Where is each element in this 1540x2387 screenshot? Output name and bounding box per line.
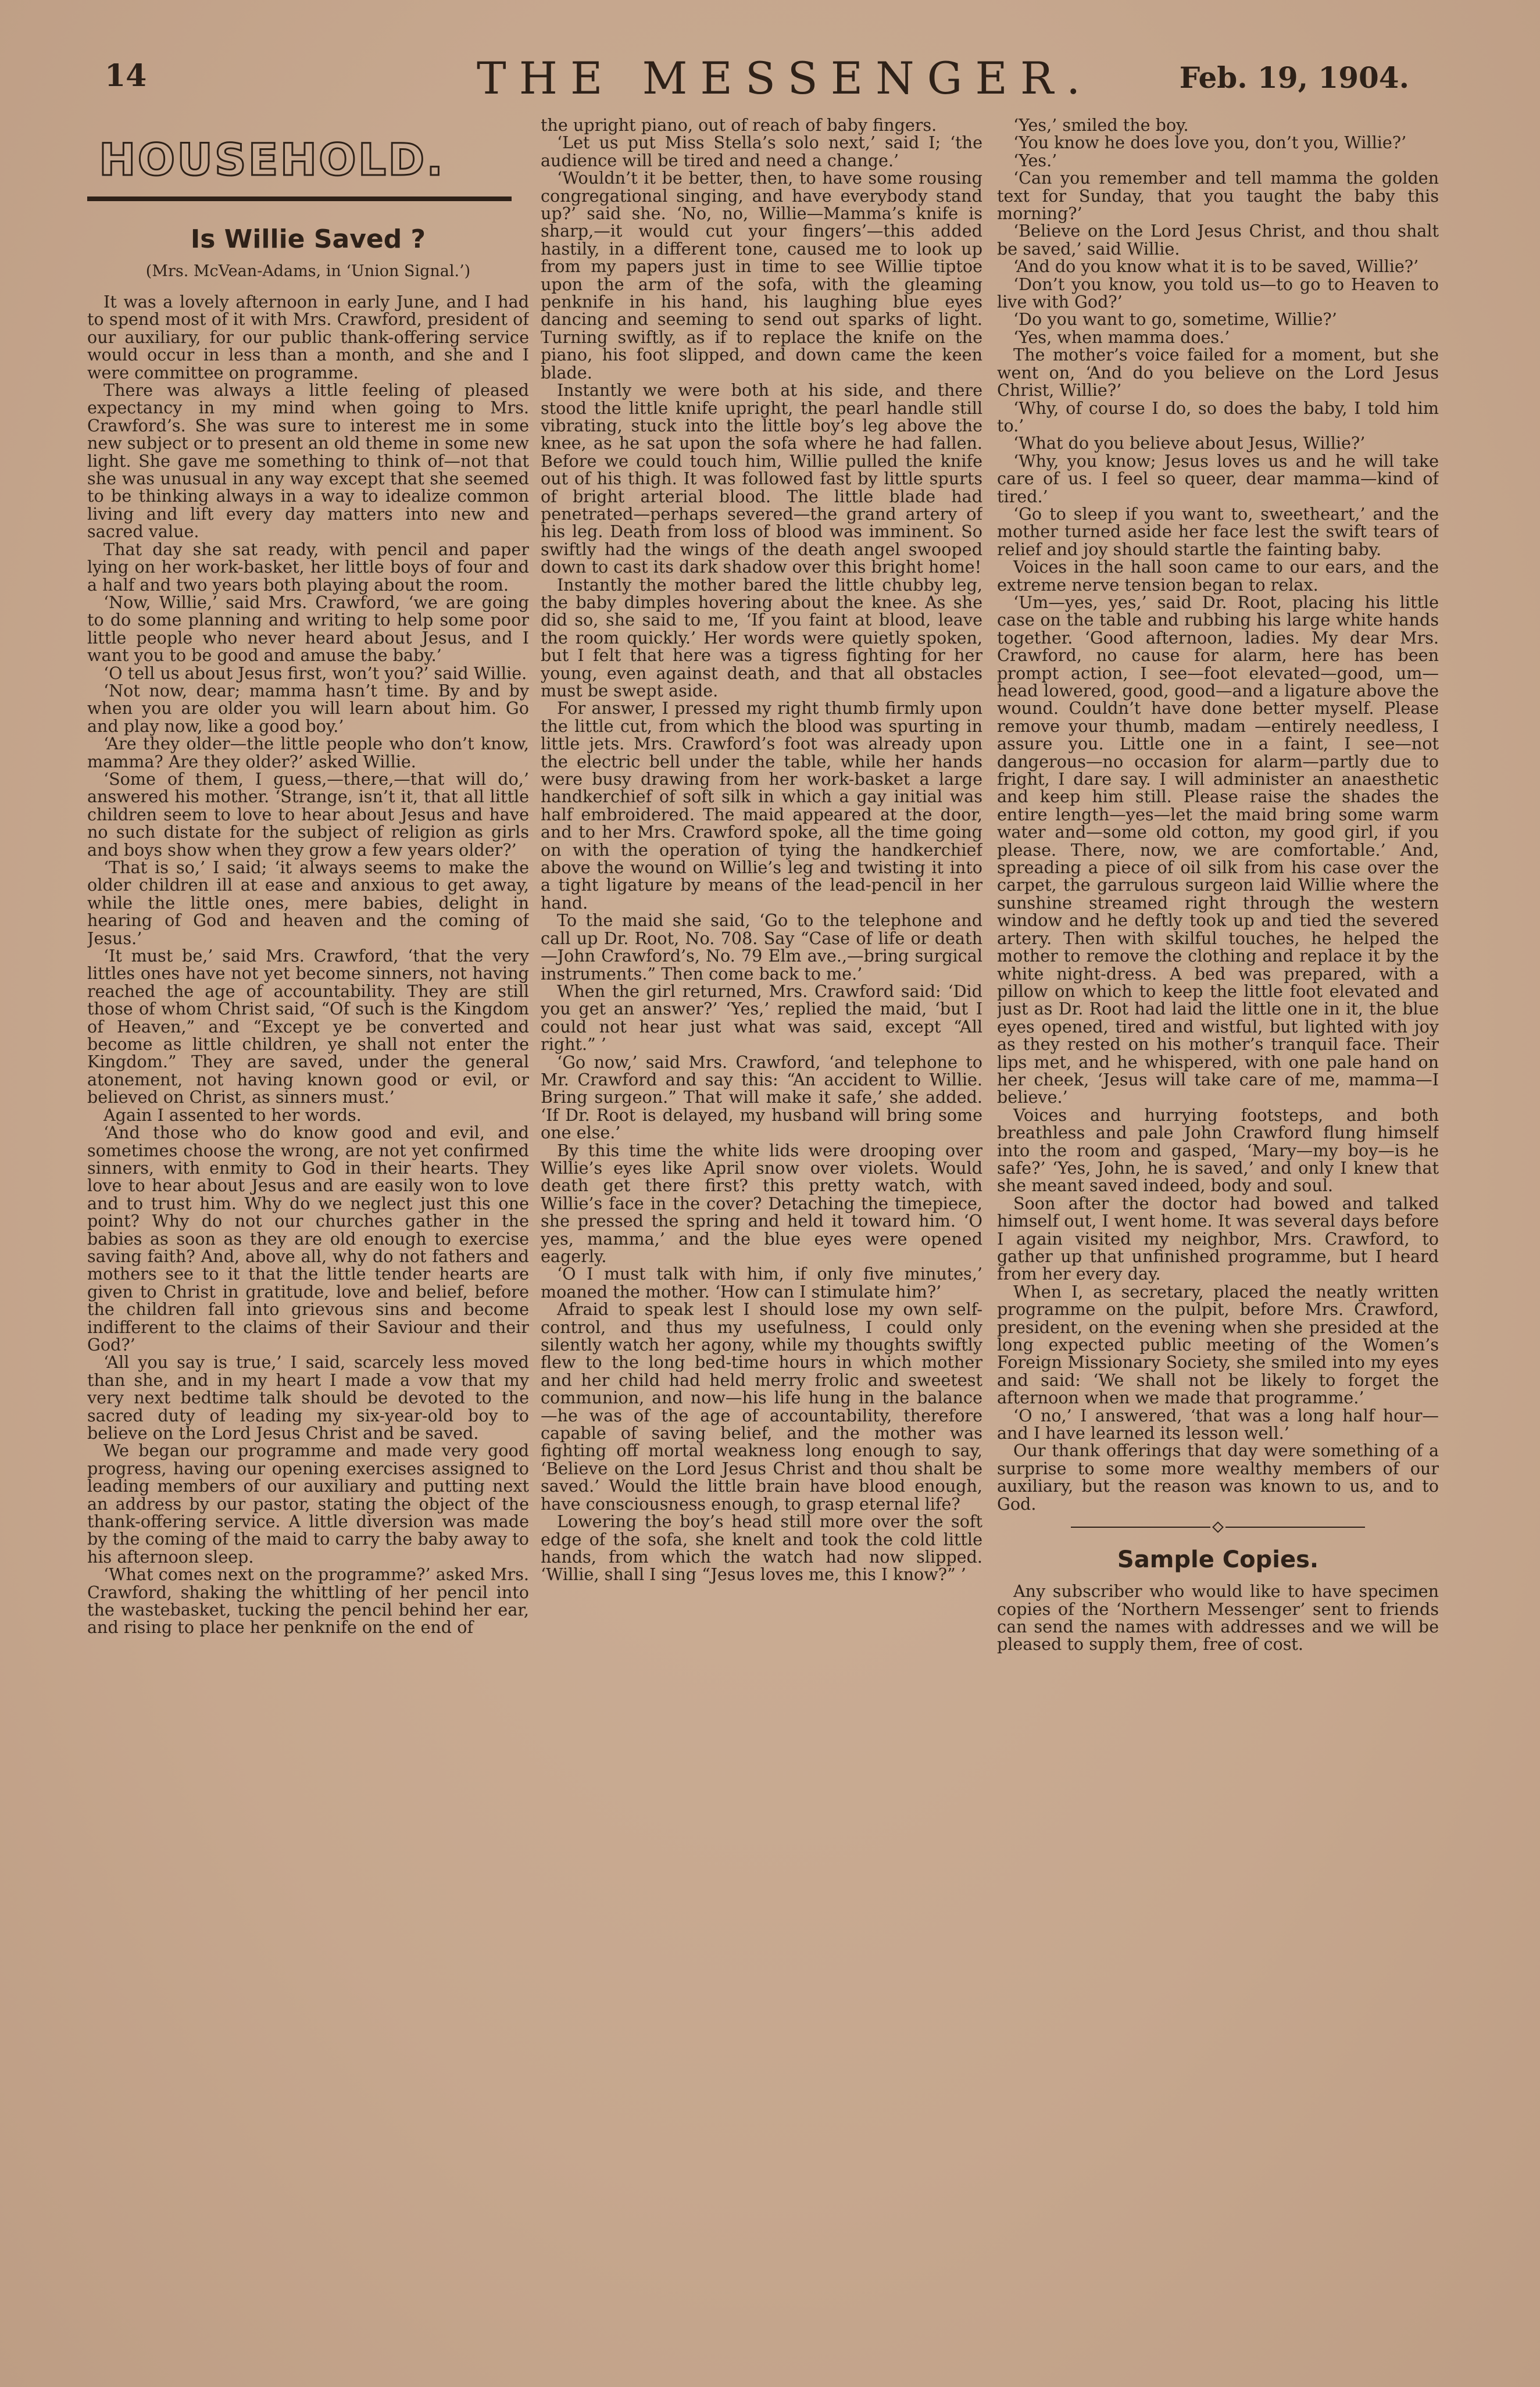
paragraph: ‘Do you want to go, sometime, Willie?’	[1013, 309, 1337, 330]
paragraph: Afraid to speak lest I should lose my own self-control, and thus my usefulness, I could only silently watch her agony, while my thoughts swiftly flew to the long bed-time hours in which mother and her child had held merry frolic and sweetest communion, and now—his life hung in the balance—he was of the age of accountability, therefore capable of saving belief, and the mother was fighting off mortal weakness long enough to say, ‘Believe on the Lord Jesus Christ and thou shalt be saved.’ Would the little brain have blood enough, have consciousness enough, to grasp eternal life?	[541, 1299, 982, 1514]
paragraph: Lowering the boy’s head still more over the soft edge of the sofa, she knelt and took the cold little hands, from which the watch had now slipped. ‘Willie, shall I sing “Jesus loves me, this I know?” ’	[541, 1511, 982, 1585]
column-1-body	[87, 293, 529, 1636]
paragraph: Soon after the doctor had bowed and talked himself out, I went home. It was several days before I again visited my neighbor, Mrs. Crawford, to gather up that unfinished programme, but I heard from her every day.	[997, 1193, 1439, 1284]
paragraph: Our thank offerings that day were something of a surprise to some more wealthy members of our auxiliary, but the reason was known to us, and to God.	[997, 1441, 1439, 1514]
paragraph: There was always a little feeling of pleased expectancy in my mind when going to Mrs. Crawford’s. She was sure to interest me in some new subject or to present an old theme in some new light. She gave me something to think of—not that she was unusual in any way except that she seemed to be thinking always in a way to idealize common living and lift every day matters into new and sacred value.	[87, 380, 529, 542]
sample-copies-text: Any subscriber who would like to have specimen copies of the ‘Northern Messenger’ sent to friends can send the names with addresses and we will be pleased to supply them, free of cost.	[997, 1581, 1439, 1655]
paragraph: ‘Yes.’	[1013, 150, 1057, 170]
paragraph: ‘Can you remember and tell mamma the golden text for Sunday, that you taught the baby this morning?’	[997, 168, 1439, 224]
sample-copies-title: Sample Copies.	[1117, 1546, 1319, 1574]
paragraph: ‘Not now, dear; mamma hasn’t time. By and by when you are older you will learn about him. Go and play now, like a good boy.’	[87, 680, 529, 736]
masthead: THE MESSENGER.	[477, 52, 1094, 104]
paragraph: ‘Go now,’ said Mrs. Crawford, ‘and telephone to Mr. Crawford and say this: “An accident to Willie. Bring surgeon.” That will make it safe,’ she added. ‘If Dr. Root is delayed, my husband will bring some one else.’	[541, 1052, 982, 1143]
paragraph: ‘Some of them, I guess,—there,—that will do,’ answered his mother. ‘Strange, isn’t it, that all little children seem to love to hear about Jesus and have no such distate for the subject of religion as girls and boys show when they grow a few years older?’	[87, 769, 529, 860]
paragraph: ‘And do you know what it is to be saved, Willie?’	[1013, 256, 1419, 277]
paragraph: ‘Don’t you know, you told us—to go to Heaven to live with God?’	[997, 274, 1439, 312]
paragraph: ‘Yes, when mamma does.’	[1013, 327, 1230, 347]
column-3-body	[997, 116, 1439, 1513]
article-title: Is Willie Saved ?	[190, 224, 426, 254]
paragraph: Voices and hurrying footsteps, and both breathless and pale John Crawford flung himself into the room and gasped, ‘Mary—my boy—is he safe?’ ‘Yes, John, he is saved,’ and only I knew that she meant saved indeed, body and soul.	[997, 1105, 1439, 1196]
paragraph: For answer, I pressed my right thumb firmly upon the little cut, from which the blood was spurting in little jets. Mrs. Crawford’s foot was already upon the electric bell under the table, while her hands were busy drawing from her work-basket a large handkerchief of soft silk in which a gay initial was half embroidered. The maid appeared at the door, and to her Mrs. Crawford spoke, all the time going on with the operation of tying the handkerchief above the wound on Willie’s leg and twisting it into a tight ligature by means of the lead-pencil in her hand.	[541, 698, 982, 913]
paragraph: Voices in the hall soon came to our ears, and the extreme nerve tension began to relax.	[997, 557, 1439, 595]
paragraph: That day she sat ready, with pencil and paper lying on her work-basket, her little boys of four and a half and two years both playing about the room.	[87, 539, 529, 595]
article-byline: (Mrs. McVean-Adams, in ‘Union Signal.’)	[145, 262, 471, 280]
paragraph: ‘That is so,’ I said; ‘it always seems to make the older children ill at ease and anxious to get away, while the little ones, mere babies, delight in hearing of God and heaven and the coming of Jesus.’	[87, 857, 529, 948]
paragraph: ‘O no,’ I answered, ‘that was a long half hour—and I have learned its lesson well.’	[997, 1405, 1439, 1443]
paragraph: ‘It must be,’ said Mrs. Crawford, ‘that the very littles ones have not yet become sinners, not having reached the age of accountability. They are still those of whom Christ said, “Of such is the Kingdom of Heaven,” and “Except ye be converted and become as little children, ye shall not enter the Kingdom.” They are saved, under the general atonement, not having known good or evil, or believed on Christ, as sinners must.’	[87, 946, 529, 1107]
paragraph: ‘Believe on the Lord Jesus Christ, and thou shalt be saved,’ said Willie.	[997, 221, 1439, 259]
paragraph: ‘Wouldn’t it be better, then, to have some rousing congregational singing, and have everybody stand up?’ said she. ‘No, no, Willie—Mamma’s knife is sharp,—it would cut your fingers’—this added hastily, in a different tone, caused me to look up from my papers just in time to see Willie tiptoe upon the arm of the sofa, with the gleaming penknife in his hand, his laughing blue eyes dancing and seeming to send out sparks of light. Turning swiftly, as if to replace the knife on the piano, his foot slipped, and down came the keen blade.	[541, 168, 982, 383]
page-number: 14	[105, 58, 147, 94]
paragraph: The mother’s voice failed for a moment, but she went on, ‘And do you believe on the Lord Jesus Christ, Willie?’	[997, 345, 1439, 401]
paragraph: ‘Go to sleep if you want to, sweetheart,’ and the mother turned aside her face lest the swift tears of relief and joy should startle the fainting baby.	[997, 503, 1439, 559]
paragraph: ‘O tell us about Jesus first, won’t you?’ said Willie.	[103, 663, 527, 683]
paragraph: To the maid she said, ‘Go to the telephone and call up Dr. Root, No. 708. Say “Case of life or death—John Crawford’s, No. 79 Elm ave.,—bring surgical instruments.” Then come back to me.’	[541, 910, 982, 984]
paragraph: ‘What comes next on the programme?’ asked Mrs. Crawford, shaking the whittling of her pencil into the wastebasket, tucking the pencil behind her ear, and rising to place her penknife on the end of	[87, 1564, 529, 1638]
paragraph: Again I assented to her words.	[103, 1105, 362, 1125]
paragraph: ‘Now, Willie,’ said Mrs. Crawford, ‘we are going to do some planning and writing to help some poor little people who never heard about Jesus, and I want you to be good and amuse the baby.’	[87, 592, 529, 666]
paragraph: ‘Why, of course I do, so does the baby, I told him to.’	[997, 398, 1439, 435]
paragraph: ‘O I must talk with him, if only five minutes,’ moaned the mother. ‘How can I stimulate him?’	[541, 1264, 982, 1302]
paragraph: the upright piano, out of reach of baby fingers.	[541, 116, 937, 135]
column-1	[87, 116, 529, 2302]
paragraph: ‘All you say is true,’ I said, scarcely less moved than she, and in my heart I made a vow that my very next bedtime talk should be devoted to the sacred duty of leading my six-year-old boy to believe on the Lord Jesus Christ and be saved.	[87, 1352, 529, 1443]
paragraph: ‘Are they older—the little people who don’t know, mamma? Are they older?’ asked Willie.	[87, 734, 529, 771]
issue-date: Feb. 19, 1904.	[1179, 60, 1409, 95]
paragraph: ‘Why, you know; Jesus loves us and he will take care of us. I feel so queer, dear mamma—kind of tired.’	[997, 451, 1439, 506]
page-header	[0, 0, 1540, 116]
column-3	[997, 116, 1439, 2302]
paragraph: Instantly we were both at his side, and there stood the little knife upright, the pearl handle still vibrating, stuck into the little boy’s leg above the knee, as he sat upon the sofa where he had fallen. Before we could touch him, Willie pulled the knife out of his thigh. It was followed fast by little spurts of bright arterial blood. The little blade had penetrated—perhaps severed—the grand artery of his leg. Death from loss of blood was imminent. So swiftly had the wings of the death angel swooped down to cast its dark shadow over this bright home!	[541, 380, 982, 577]
paragraph: Instantly the mother bared the little chubby leg, the baby dimples hovering about the knee. As she did so, she said to me, ‘If you faint at blood, leave the room quickly.’ Her words were quietly spoken, but I felt that here was a tigress fighting for her young, even against death, and that all obstacles must be swept aside.	[541, 574, 982, 701]
section-rule	[87, 196, 512, 201]
paragraph: ‘You know he does love you, don’t you, Willie?’	[1013, 133, 1407, 153]
column-2	[541, 116, 982, 2302]
section-title: HOUSEHOLD.	[99, 134, 445, 185]
column-2-body	[541, 116, 982, 1584]
paragraph: By this time the white lids were drooping over Willie’s eyes like April snow over violets. Would death get there first? this pretty watch, with Willie’s face in the cover? Detaching the timepiece, she pressed the spring and held it toward him. ‘O yes, mamma,’ and the blue eyes were opened eagerly.	[541, 1140, 982, 1266]
paragraph: When the girl returned, Mrs. Crawford said: ‘Did you get an answer?’ ‘Yes,’ replied the maid, ‘but I could not hear just what was said, except “All right.” ’	[541, 981, 982, 1055]
paragraph: ‘And those who do know good and evil, and sometimes choose the wrong, are not yet confirmed sinners, with enmity to God in their hearts. They love to hear about Jesus and are easily won to love and to trust him. Why do we neglect just this one point? Why do not our churches gather in the babies as soon as they are old enough to exercise saving faith? And, above all, why do not fathers and mothers see to it that the little tender hearts are given to Christ in gratitude, love and belief, before the children fall into grievous sins and become indifferent to the claims of their Saviour and their God?’	[87, 1123, 529, 1355]
paragraph: When I, as secretary, placed the neatly written programme on the pulpit, before Mrs. Crawford, president, on the evening when she presided at the long expected public meeting of the Women’s Foreign Missionary Society, she smiled into my eyes and said: ‘We shall not be likely to forget the afternoon when we made that programme.’	[997, 1281, 1439, 1408]
paragraph: We began our programme and made very good progress, having our opening exercises assigned to leading members of our auxiliary and putting next an address by our pastor, stating the object of the thank-offering service. A little diversion was made by the coming of the maid to carry the baby away to his afternoon sleep.	[87, 1441, 529, 1567]
paragraph: ‘Um—yes, yes,’ said Dr. Root, placing his little case on the table and rubbing his large white hands together. ‘Good afternoon, ladies. My dear Mrs. Crawford, no cause for alarm, here has been prompt action, I see—foot elevated—good, um—head lowered, good, good—and a ligature above the wound. Couldn’t have done better myself. Please remove your thumb, madam —entirely needless, I assure you. Little one in a faint, I see—not dangerous—no occasion for alarm—partly due to fright, I dare say. I will administer an anaesthetic and keep him still. Please raise the shades the entire length—yes—let the maid bring some warm water and—some old cotton, my good girl, if you please. There, now, we are comfortable.’ And, spreading a piece of oil silk from his case over the carpet, the garrulous surgeon laid Willie where the sunshine streamed right through the western window and he deftly took up and tied the severed artery. Then with skilful touches, he helped the mother to remove the clothing and replace it by the white night-dress. A bed was prepared, with a pillow on which to keep the little foot elevated and just as Dr. Root had laid the little one in it, the blue eyes opened, tired and wistful, but lighted with joy as they rested on his mother’s tranquil face. Their lips met, and he whispered, with one pale hand on her cheek, ‘Jesus will take care of me, mamma—I believe.’	[997, 592, 1439, 1107]
paragraph: ‘What do you believe about Jesus, Willie?’	[1013, 433, 1366, 453]
paragraph: ‘Yes,’ smiled the boy.	[1013, 116, 1189, 135]
section-ornament	[997, 1521, 1439, 1527]
paragraph: ‘Let us put Miss Stella’s solo next,’ said I; ‘the audience will be tired and need a change.’	[541, 133, 982, 170]
paragraph: It was a lovely afternoon in early June, and I had to spend most of it with Mrs. Crawford, president of our auxiliary, for our public thank-offering service would occur in less than a month, and she and I were committee on programme.	[87, 292, 529, 383]
